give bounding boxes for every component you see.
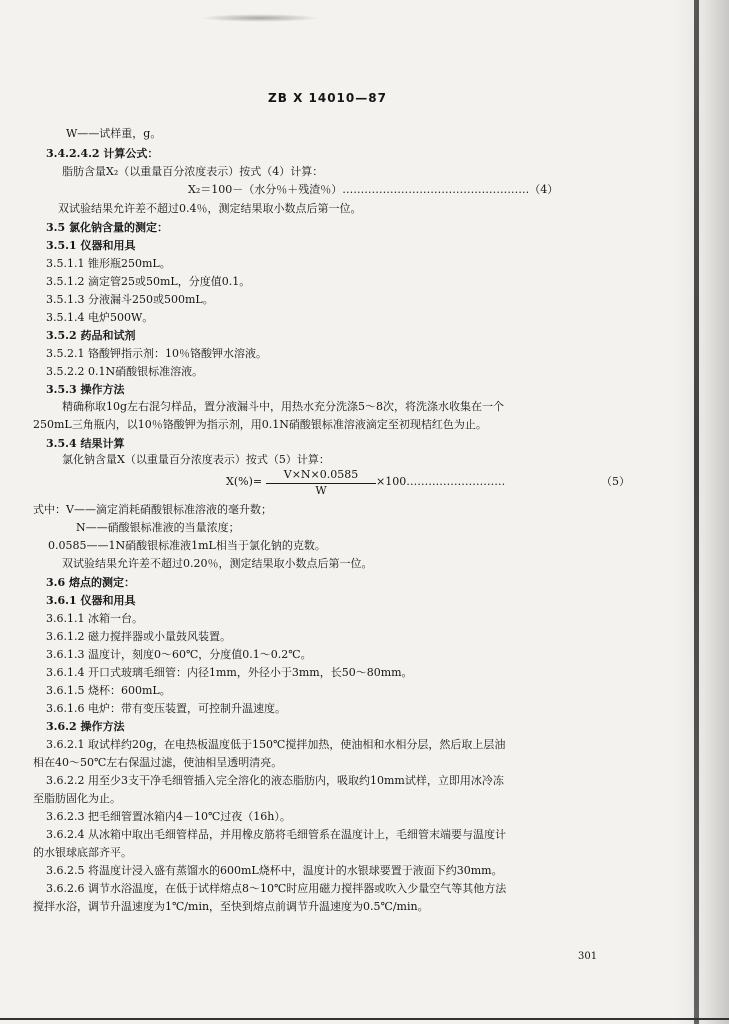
section-heading: 3.5.3 操作方法: [46, 383, 125, 396]
text-line: 氯化钠含量X（以重量百分浓度表示）按式（5）计算：: [62, 453, 330, 466]
text-line: 3.5.2.2 0.1N硝酸银标准溶液。: [46, 365, 204, 378]
formula-5: [226, 468, 630, 496]
section-heading: 3.6 熔点的测定：: [46, 576, 135, 589]
text-line: 精确称取10g左右混匀样品，置分液漏斗中，用热水充分洗涤5～8次，将洗涤水收集在一个: [62, 400, 505, 413]
text-line: 3.6.1.4 开口式玻璃毛细管：内径1mm，外径小于3mm，长50～80mm。: [46, 666, 413, 679]
section-heading: 3.6.1 仪器和用具: [46, 594, 136, 607]
text-line: 3.6.1.3 温度计，刻度0～60℃，分度值0.1～0.2℃。: [46, 648, 312, 661]
text-line: 3.6.2.6 调节水浴温度，在低于试样熔点8～10℃时应用磁力搅拌器或吹入少量空气等其他方法: [46, 882, 507, 895]
text-line: 3.5.2.1 铬酸钾指示剂：10％铬酸钾水溶液。: [46, 347, 267, 360]
formula-denominator: W: [315, 484, 327, 497]
section-heading: 3.5 氯化钠含量的测定：: [46, 221, 168, 234]
text-line: 3.6.2.5 将温度计浸入盛有蒸馏水的600mL烧杯中，温度计的水银球要置于液面下约30mm。: [46, 864, 503, 877]
text-line: 双试验结果允许差不超过0.4％，测定结果取小数点后第一位。: [58, 202, 362, 215]
text-line: 式中：V——滴定消耗硝酸银标准溶液的毫升数；: [33, 503, 272, 516]
text-line: 搅拌水浴，调节升温速度为1℃/min，至快到熔点前调节升温速度为0.5℃/min。: [33, 900, 429, 913]
text-line: 250mL三角瓶内，以10％铬酸钾为指示剂，用0.1N硝酸银标准溶液滴定至初现桔红色为止。: [33, 418, 487, 431]
text-line: 3.6.1.2 磁力搅拌器或小量鼓风装置。: [46, 630, 231, 643]
formula-4: X₂＝100－（水分％＋残渣％）……………………………………………（4）: [188, 183, 559, 196]
text-line: 相在40～50℃左右保温过滤，使油相呈透明清亮。: [33, 756, 283, 769]
scan-binding-line: [694, 0, 699, 1024]
text-line: 脂肪含量X₂（以重量百分浓度表示）按式（4）计算：: [62, 165, 324, 178]
section-heading: 3.4.2.4.2 计算公式：: [46, 147, 159, 160]
section-heading: 3.6.2 操作方法: [46, 720, 125, 733]
text-line: 3.5.1.1 锥形瓶250mL。: [46, 257, 171, 270]
scan-shadow: [673, 0, 729, 1024]
text-line: 3.6.1.6 电炉：带有变压装置，可控制升温速度。: [46, 702, 286, 715]
page-number: 301: [578, 951, 598, 962]
text-line: 双试验结果允许差不超过0.20％，测定结果取小数点后第一位。: [62, 557, 373, 570]
scan-smudge: [200, 14, 320, 22]
text-line: W——试样重，g。: [66, 127, 162, 140]
text-line: 3.6.2.4 从冰箱中取出毛细管样品，并用橡皮筋将毛细管系在温度计上，毛细管末端要与温度计: [46, 828, 506, 841]
formula-rhs: ×100………………………: [376, 475, 506, 488]
section-heading: 3.5.1 仪器和用具: [46, 239, 136, 252]
section-heading: 3.5.2 药品和试剂: [46, 329, 136, 342]
section-heading: 3.5.4 结果计算: [46, 437, 125, 450]
formula-lhs: X(%)=: [226, 475, 263, 488]
text-line: 3.5.1.4 电炉500W。: [46, 311, 154, 324]
text-line: 0.0585——1N硝酸银标准液1mL相当于氯化钠的克数。: [48, 539, 326, 552]
text-line: 3.6.2.1 取试样约20g，在电热板温度低于150℃搅拌加热，使油相和水相分层，然后取上层油: [46, 738, 506, 751]
text-line: 3.6.2.3 把毛细管置冰箱内4－10℃过夜（16h）。: [46, 810, 291, 823]
text-line: 至脂肪固化为止。: [33, 792, 121, 805]
scan-bottom-border: [0, 1018, 729, 1020]
text-line: 的水银球底部齐平。: [33, 846, 132, 859]
standard-code-header: ZB X 14010—87: [268, 91, 387, 105]
text-line: N——硝酸银标准液的当量浓度；: [76, 521, 240, 534]
text-line: 3.6.1.5 烧杯：600mL。: [46, 684, 171, 697]
text-line: 3.5.1.2 滴定管25或50mL，分度值0.1。: [46, 275, 251, 288]
text-line: 3.6.1.1 冰箱一台。: [46, 612, 143, 625]
text-line: 3.6.2.2 用至少3支干净毛细管插入完全溶化的液态脂肪内，吸取约10mm试样，立即用冰冷冻: [46, 774, 504, 787]
equation-number: （5）: [601, 475, 630, 488]
formula-numerator: V×N×0.0585: [283, 468, 359, 481]
text-line: 3.5.1.3 分液漏斗250或500mL。: [46, 293, 214, 306]
